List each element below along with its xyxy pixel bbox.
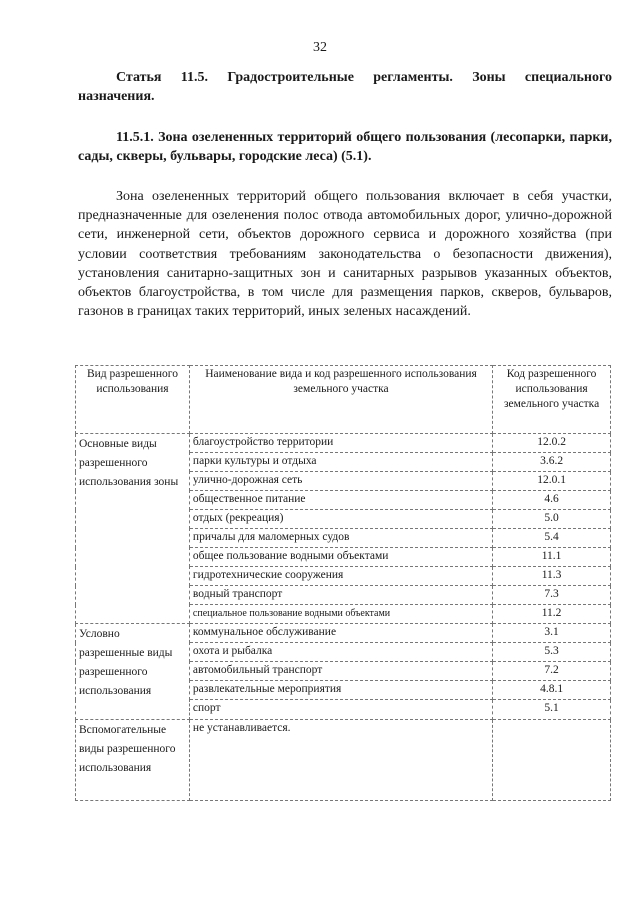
use-name: улично-дорожная сеть	[189, 472, 492, 491]
table-row	[76, 624, 611, 643]
use-name: общее пользование водными объектами	[189, 548, 492, 567]
use-name: парки культуры и отдыха	[189, 453, 492, 472]
header-use-code: Код разрешенного использования земельного участка	[493, 366, 611, 434]
table-row	[76, 720, 611, 801]
use-code: 5.3	[493, 643, 611, 662]
zone-description: Зона озелененных территорий общего пользования включает в себя участки, предназначенные для озеленения полос отвода автомобильных дорог, улично-дорожной сети, инженерной сети, объектов дорожного сервиса и дорожного хозяйства (при условии соответствия требованиям законодательства о безопасности движения), установления санитарно-защитных зон и санитарных разрывов указанных объектов, объектов благоустройства, в том числе для размещения парков, скверов, бульваров, газонов в границах таких территорий, иных зеленых насаждений.	[78, 189, 612, 320]
use-code: 5.4	[493, 529, 611, 548]
use-name: спорт	[189, 700, 492, 720]
permitted-use-table	[75, 365, 611, 801]
use-code: 5.1	[493, 700, 611, 720]
category-main-uses: Основные виды разрешенного использования зоны	[76, 434, 190, 624]
use-code: 5.0	[493, 510, 611, 529]
use-code: 4.6	[493, 491, 611, 510]
use-name: охота и рыбалка	[189, 643, 492, 662]
page-number: 32	[313, 40, 327, 55]
use-name: отдых (рекреация)	[189, 510, 492, 529]
header-use-name: Наименование вида и код разрешенного использования земельного участка	[189, 366, 492, 434]
category-auxiliary-uses: Вспомогательные виды разрешенного использования	[76, 720, 190, 801]
use-name: развлекательные мероприятия	[189, 681, 492, 700]
use-code: 11.3	[493, 567, 611, 586]
use-name: автомобильный транспорт	[189, 662, 492, 681]
use-name: причалы для маломерных судов	[189, 529, 492, 548]
use-code: 11.2	[493, 605, 611, 624]
use-code: 7.3	[493, 586, 611, 605]
use-code: 4.8.1	[493, 681, 611, 700]
use-name: общественное питание	[189, 491, 492, 510]
use-code: 12.0.2	[493, 434, 611, 453]
use-code: 3.1	[493, 624, 611, 643]
header-use-type: Вид разрешенного использования	[76, 366, 190, 434]
table-row	[76, 434, 611, 453]
section-title: 11.5.1. Зона озелененных территорий общего пользования (лесопарки, парки, сады, скверы, бульвары, городские леса) (5.1).	[78, 130, 612, 164]
category-conditional-uses: Условно разрешенные виды разрешенного использования	[76, 624, 190, 720]
use-name: не устанавливается.	[189, 720, 492, 801]
use-code: 3.6.2	[493, 453, 611, 472]
article-title: Статья 11.5. Градостроительные регламенты. Зоны специального назначения.	[78, 70, 612, 104]
use-name: коммунальное обслуживание	[189, 624, 492, 643]
use-name: гидротехнические сооружения	[189, 567, 492, 586]
use-code: 7.2	[493, 662, 611, 681]
use-code	[493, 720, 611, 801]
use-name: благоустройство территории	[189, 434, 492, 453]
use-name: водный транспорт	[189, 586, 492, 605]
use-code: 11.1	[493, 548, 611, 567]
use-name: специальное пользование водными объектами	[189, 605, 492, 624]
use-code: 12.0.1	[493, 472, 611, 491]
table-header-row	[76, 366, 611, 434]
